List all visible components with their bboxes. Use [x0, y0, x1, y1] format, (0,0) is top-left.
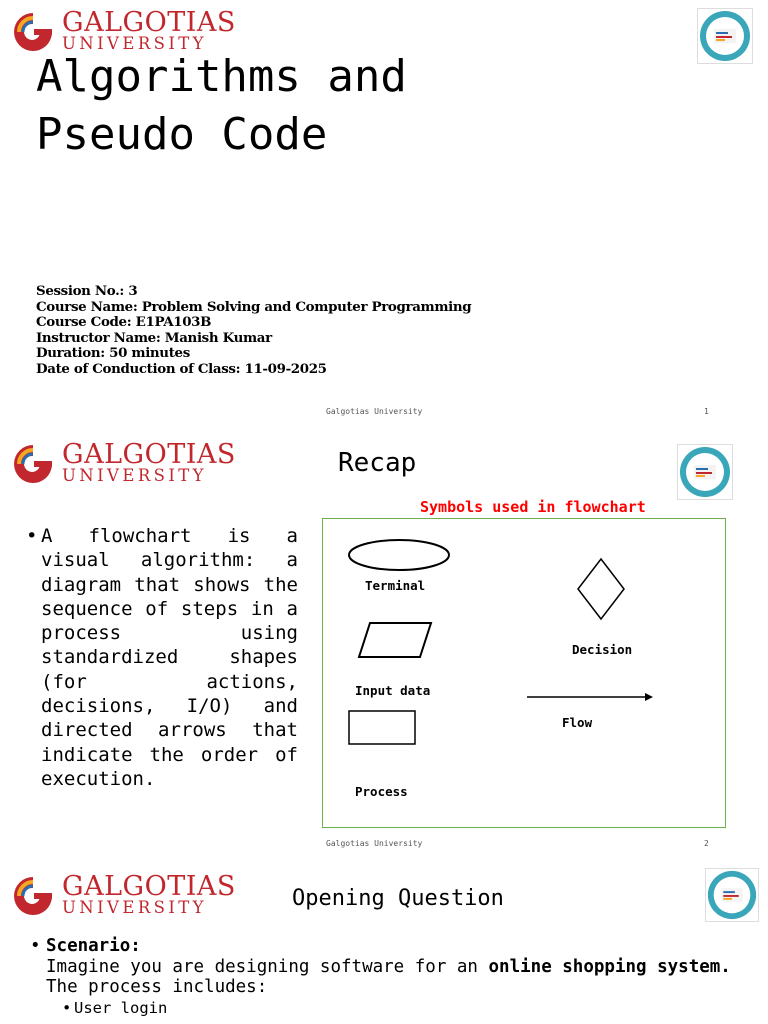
duration: Duration: 50 minutes [36, 345, 190, 361]
page-number: 1 [704, 407, 709, 416]
bullet-text: A flowchart is a visual algorithm: a diagram that shows the sequence of steps in a process using standardized shapes (for actions, decisions, I/O) and directed arrows that indicate the order of execution. [41, 525, 298, 790]
slide-title: Opening Question [292, 886, 504, 911]
accreditation-badge [677, 444, 733, 500]
accreditation-badge [705, 868, 761, 924]
slide-title [36, 48, 556, 164]
terminal-shape [349, 540, 449, 570]
accreditation-badge-icon [705, 868, 759, 922]
galgotias-logo-icon [10, 9, 56, 53]
session-number: Session No.: 3 [36, 283, 138, 299]
sub-item-text: User login [74, 998, 168, 1017]
flow-label: Flow [562, 715, 593, 730]
input-shape [359, 623, 431, 657]
brand-sub: UNIVERSITY [62, 466, 207, 485]
decision-shape [578, 559, 624, 619]
bullet-dot-icon: • [62, 998, 72, 1017]
scenario-label: Scenario: [46, 936, 141, 956]
process-label: Process [355, 784, 408, 799]
process-shape [349, 711, 415, 744]
decision-label: Decision [572, 642, 633, 657]
class-date: Date of Conduction of Class: 11-09-2025 [36, 360, 327, 377]
slide-title: Recap [338, 448, 417, 478]
page-number: 2 [704, 839, 709, 848]
brand-sub: UNIVERSITY [62, 898, 207, 917]
accreditation-badge-icon [697, 8, 753, 64]
bullet-dot-icon: • [26, 525, 38, 547]
scenario-text-a: Imagine you are designing software for an [46, 956, 489, 977]
brand-name: GALGOTIAS [62, 871, 236, 902]
galgotias-logo [10, 872, 250, 920]
scenario-bold: online shopping system. [488, 956, 731, 977]
scenario-content [30, 936, 750, 1018]
galgotias-logo-icon [10, 873, 56, 917]
instructor-name: Instructor Name: Manish Kumar [36, 329, 272, 346]
terminal-label: Terminal [365, 578, 426, 593]
brand-sub: UNIVERSITY [62, 34, 207, 53]
galgotias-logo [10, 440, 250, 488]
scenario-text-b: The process includes: [46, 977, 268, 997]
flowchart-caption: Symbols used in flowchart [420, 498, 646, 516]
title-line-1: Algorithms and [36, 51, 407, 102]
scenario-bullet [30, 936, 750, 957]
galgotias-logo-icon [10, 441, 56, 485]
course-name: Course Name: Problem Solving and Computer Programming [36, 298, 472, 315]
scenario-text [30, 957, 750, 998]
slide-1 [0, 0, 768, 432]
slide-3 [0, 864, 768, 1024]
course-code: Course Code: E1PA103B [36, 314, 212, 330]
input-label: Input data [355, 683, 431, 698]
accreditation-badge-icon [677, 444, 733, 500]
flowchart-symbols-drawing [323, 519, 727, 829]
footer-text: Galgotias University [326, 839, 423, 848]
flowchart-symbols-panel [322, 518, 726, 828]
bullet-item [26, 524, 298, 791]
flow-arrow-shape [527, 693, 653, 701]
brand-name: GALGOTIAS [62, 7, 236, 38]
accreditation-badge [697, 8, 753, 64]
bullet-dot-icon: • [30, 936, 41, 956]
title-line-2: Pseudo Code [36, 109, 328, 160]
brand-name: GALGOTIAS [62, 439, 236, 470]
sub-item [30, 998, 750, 1018]
footer-text: Galgotias University [326, 407, 423, 416]
session-details [36, 284, 471, 377]
slide-2 [0, 432, 768, 864]
